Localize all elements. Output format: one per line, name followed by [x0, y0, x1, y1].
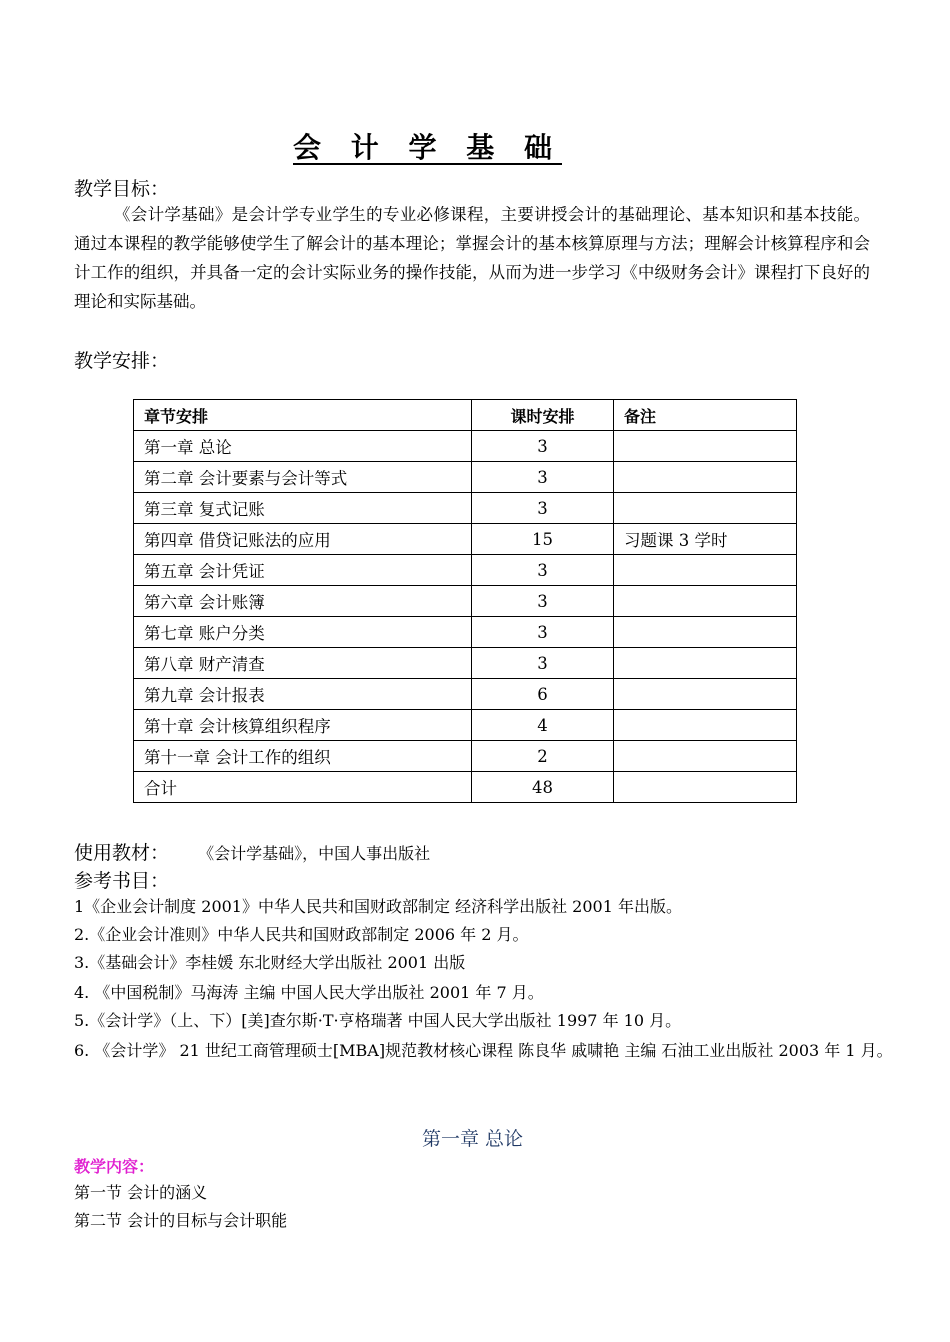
table-row: [134, 555, 797, 586]
table-row: [134, 431, 797, 462]
cell-chapter: 第八章 财产清查: [134, 648, 472, 679]
cell-hours: 3: [472, 648, 614, 679]
cell-hours: 3: [472, 493, 614, 524]
cell-chapter: 第十一章 会计工作的组织: [134, 741, 472, 772]
cell-hours: 15: [472, 524, 614, 555]
chapter-title: 第一章 总论: [421, 1128, 524, 1150]
textbook-line: [74, 838, 430, 865]
cell-notes: [614, 679, 797, 710]
cell-chapter: 合计: [134, 772, 472, 803]
cell-notes: 习题课 3 学时: [614, 524, 797, 555]
table-row: [134, 772, 797, 803]
cell-notes: [614, 555, 797, 586]
cell-chapter: 第十章 会计核算组织程序: [134, 710, 472, 741]
reference-item-3: 3.《基础会计》李桂媛 东北财经大学出版社 2001 出版: [74, 953, 466, 972]
cell-chapter: 第一章 总论: [134, 431, 472, 462]
schedule-table: [133, 399, 797, 803]
cell-notes: [614, 741, 797, 772]
cell-hours: 2: [472, 741, 614, 772]
cell-chapter: 第九章 会计报表: [134, 679, 472, 710]
cell-hours: 6: [472, 679, 614, 710]
cell-hours: 48: [472, 772, 614, 803]
cell-hours: 3: [472, 462, 614, 493]
cell-notes: [614, 710, 797, 741]
section-item-1: 第一节 会计的涵义: [74, 1183, 208, 1202]
textbook-value: 《会计学基础》，中国人事出版社: [198, 844, 431, 863]
cell-chapter: 第五章 会计凭证: [134, 555, 472, 586]
cell-hours: 3: [472, 555, 614, 586]
table-header-row: [134, 400, 797, 431]
table-row: [134, 493, 797, 524]
cell-notes: [614, 493, 797, 524]
table-row: [134, 586, 797, 617]
table-row: [134, 648, 797, 679]
cell-hours: 3: [472, 617, 614, 648]
cell-hours: 3: [472, 586, 614, 617]
header-chapter: 章节安排: [134, 400, 472, 431]
teaching-goal-paragraph: 《会计学基础》是会计学专业学生的专业必修课程，主要讲授会计的基础理论、基本知识和基本技能。通过本课程的教学能够使学生了解会计的基本理论；掌握会计的基本核算原理与方法；理解会计核算程序和会计工作的组织，并具备一定的会计实际业务的操作技能，从而为进一步学习《中级财务会计》课程打下良好的理论和实际基础。: [74, 205, 870, 311]
reference-item-2: 2.《企业会计准则》中华人民共和国财政部制定 2006 年 2 月。: [74, 925, 529, 944]
table-row: [134, 524, 797, 555]
table-row: [134, 617, 797, 648]
reference-item-5: 5.《会计学》（上、下）[美]查尔斯·T·亨格瑞著 中国人民大学出版社 1997 年 10 月。: [74, 1011, 682, 1030]
cell-chapter: 第四章 借贷记账法的应用: [134, 524, 472, 555]
table-row: [134, 462, 797, 493]
table-row: [134, 710, 797, 741]
cell-notes: [614, 648, 797, 679]
cell-chapter: 第二章 会计要素与会计等式: [134, 462, 472, 493]
cell-notes: [614, 431, 797, 462]
cell-notes: [614, 617, 797, 648]
teaching-content-heading: 教学内容：: [74, 1157, 155, 1176]
document-title: 会 计 学 基 础: [293, 131, 562, 164]
cell-chapter: 第六章 会计账簿: [134, 586, 472, 617]
cell-chapter: 第七章 账户分类: [134, 617, 472, 648]
cell-hours: 3: [472, 431, 614, 462]
cell-notes: [614, 462, 797, 493]
table-row: [134, 679, 797, 710]
teaching-schedule-heading: 教学安排：: [74, 350, 170, 372]
reference-item-4: 4. 《中国税制》马海涛 主编 中国人民大学出版社 2001 年 7 月。: [74, 983, 544, 1002]
header-hours: 课时安排: [472, 400, 614, 431]
section-item-2: 第二节 会计的目标与会计职能: [74, 1211, 288, 1230]
cell-hours: 4: [472, 710, 614, 741]
reference-item-1: 1《企业会计制度 2001》中华人民共和国财政部制定 经济科学出版社 2001 年出版。: [74, 897, 682, 916]
textbook-label: 使用教材：: [74, 842, 170, 864]
references-heading: 参考书目：: [74, 870, 170, 892]
cell-notes: [614, 772, 797, 803]
table-row: [134, 741, 797, 772]
reference-item-6: 6. 《会计学》 21 世纪工商管理硕士[MBA]规范教材核心课程 陈良华 戚啸艳 主编 石油工业出版社 2003 年 1 月。: [74, 1041, 893, 1060]
header-notes: 备注: [614, 400, 797, 431]
cell-chapter: 第三章 复式记账: [134, 493, 472, 524]
teaching-goal-heading: 教学目标：: [74, 178, 170, 200]
cell-notes: [614, 586, 797, 617]
